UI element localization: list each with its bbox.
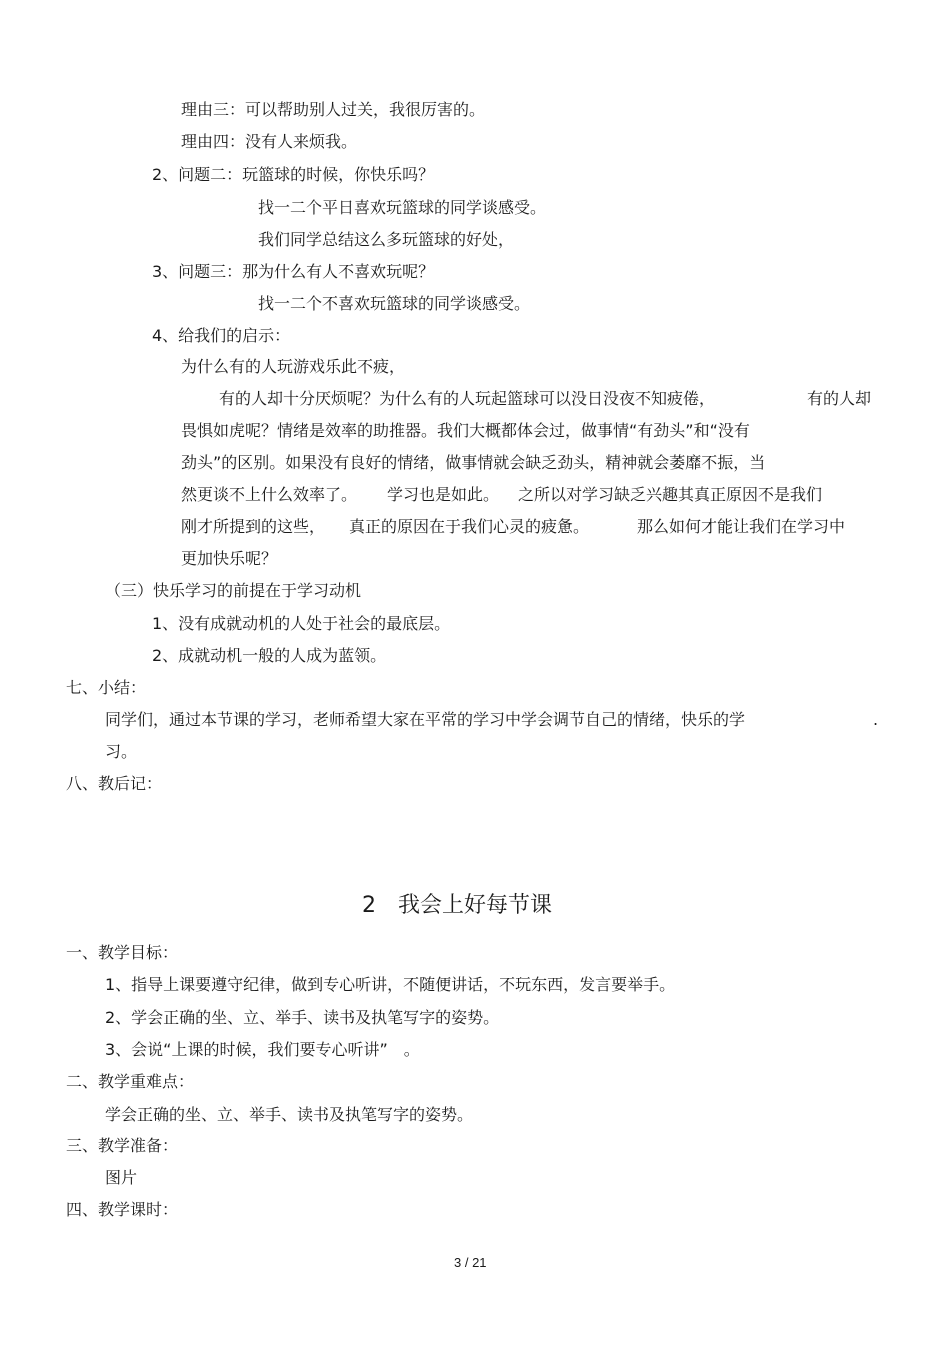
text-line: 真正的原因在于我们心灵的疲惫。 (349, 517, 590, 536)
text-line: 找一二个不喜欢玩篮球的同学谈感受。 (258, 294, 531, 313)
text-line: 图片 (105, 1168, 138, 1187)
text-line: 为什么有的人玩游戏乐此不疲， (181, 357, 406, 376)
text-line: 有的人却十分厌烦呢？为什么有的人玩起篮球可以没日没夜不知疲倦， (219, 389, 716, 408)
text-line: 2、学会正确的坐、立、举手、读书及执笔写字的姿势。 (105, 1008, 500, 1027)
text-line: 习。 (105, 742, 138, 761)
section-heading: 一、教学目标： (66, 943, 179, 962)
text-line: 理由三：可以帮助别人过关，我很厉害的。 (181, 100, 486, 119)
text-line: 我们同学总结这么多玩篮球的好处， (258, 230, 515, 249)
text-line: 3、会说“上课的时候，我们要专心听讲” 。 (105, 1040, 420, 1059)
page-number: 3 / 21 (454, 1255, 487, 1270)
text-line: . (873, 710, 879, 729)
text-line: 同学们，通过本节课的学习，老师希望大家在平常的学习中学会调节自己的情绪，快乐的学 (105, 710, 746, 729)
text-line: 学习也是如此。 (387, 485, 500, 504)
section-heading: 三、教学准备： (66, 1136, 179, 1155)
text-line: 4、给我们的启示： (152, 326, 291, 345)
text-line: 2、成就动机一般的人成为蓝领。 (152, 646, 387, 665)
text-line: 学会正确的坐、立、举手、读书及执笔写字的姿势。 (105, 1105, 474, 1124)
text-line: 有的人却 (807, 389, 872, 408)
text-line: 那么如何才能让我们在学习中 (637, 517, 846, 536)
text-line: 找一二个平日喜欢玩篮球的同学谈感受。 (258, 198, 547, 217)
text-line: 然更谈不上什么效率了。 (181, 485, 358, 504)
text-line: 刚才所提到的这些， (181, 517, 326, 536)
text-line: 3、问题三：那为什么有人不喜欢玩呢？ (152, 262, 435, 281)
text-line: 之所以对学习缺乏兴趣其真正原因不是我们 (518, 485, 823, 504)
text-line: 理由四：没有人来烦我。 (181, 132, 358, 151)
text-line: 1、指导上课要遵守纪律，做到专心听讲，不随便讲话，不玩东西，发言要举手。 (105, 975, 676, 994)
lesson-title: 2 我会上好每节课 (362, 893, 552, 918)
text-line: 2、问题二：玩篮球的时候，你快乐吗？ (152, 165, 435, 184)
section-heading: 八、教后记： (66, 774, 163, 793)
text-line: 畏惧如虎呢？情绪是效率的助推器。我们大概都体会过，做事情“有劲头”和“没有 (181, 421, 750, 440)
text-line: 劲头”的区别。如果没有良好的情绪，做事情就会缺乏劲头，精神就会萎靡不振，当 (181, 453, 766, 472)
text-line: 1、没有成就动机的人处于社会的最底层。 (152, 614, 451, 633)
section-heading: 四、教学课时： (66, 1200, 179, 1219)
section-heading: 七、小结： (66, 678, 147, 697)
section-heading: 二、教学重难点： (66, 1072, 195, 1091)
section-heading: （三）快乐学习的前提在于学习动机 (105, 581, 362, 600)
text-line: 更加快乐呢？ (181, 549, 278, 568)
